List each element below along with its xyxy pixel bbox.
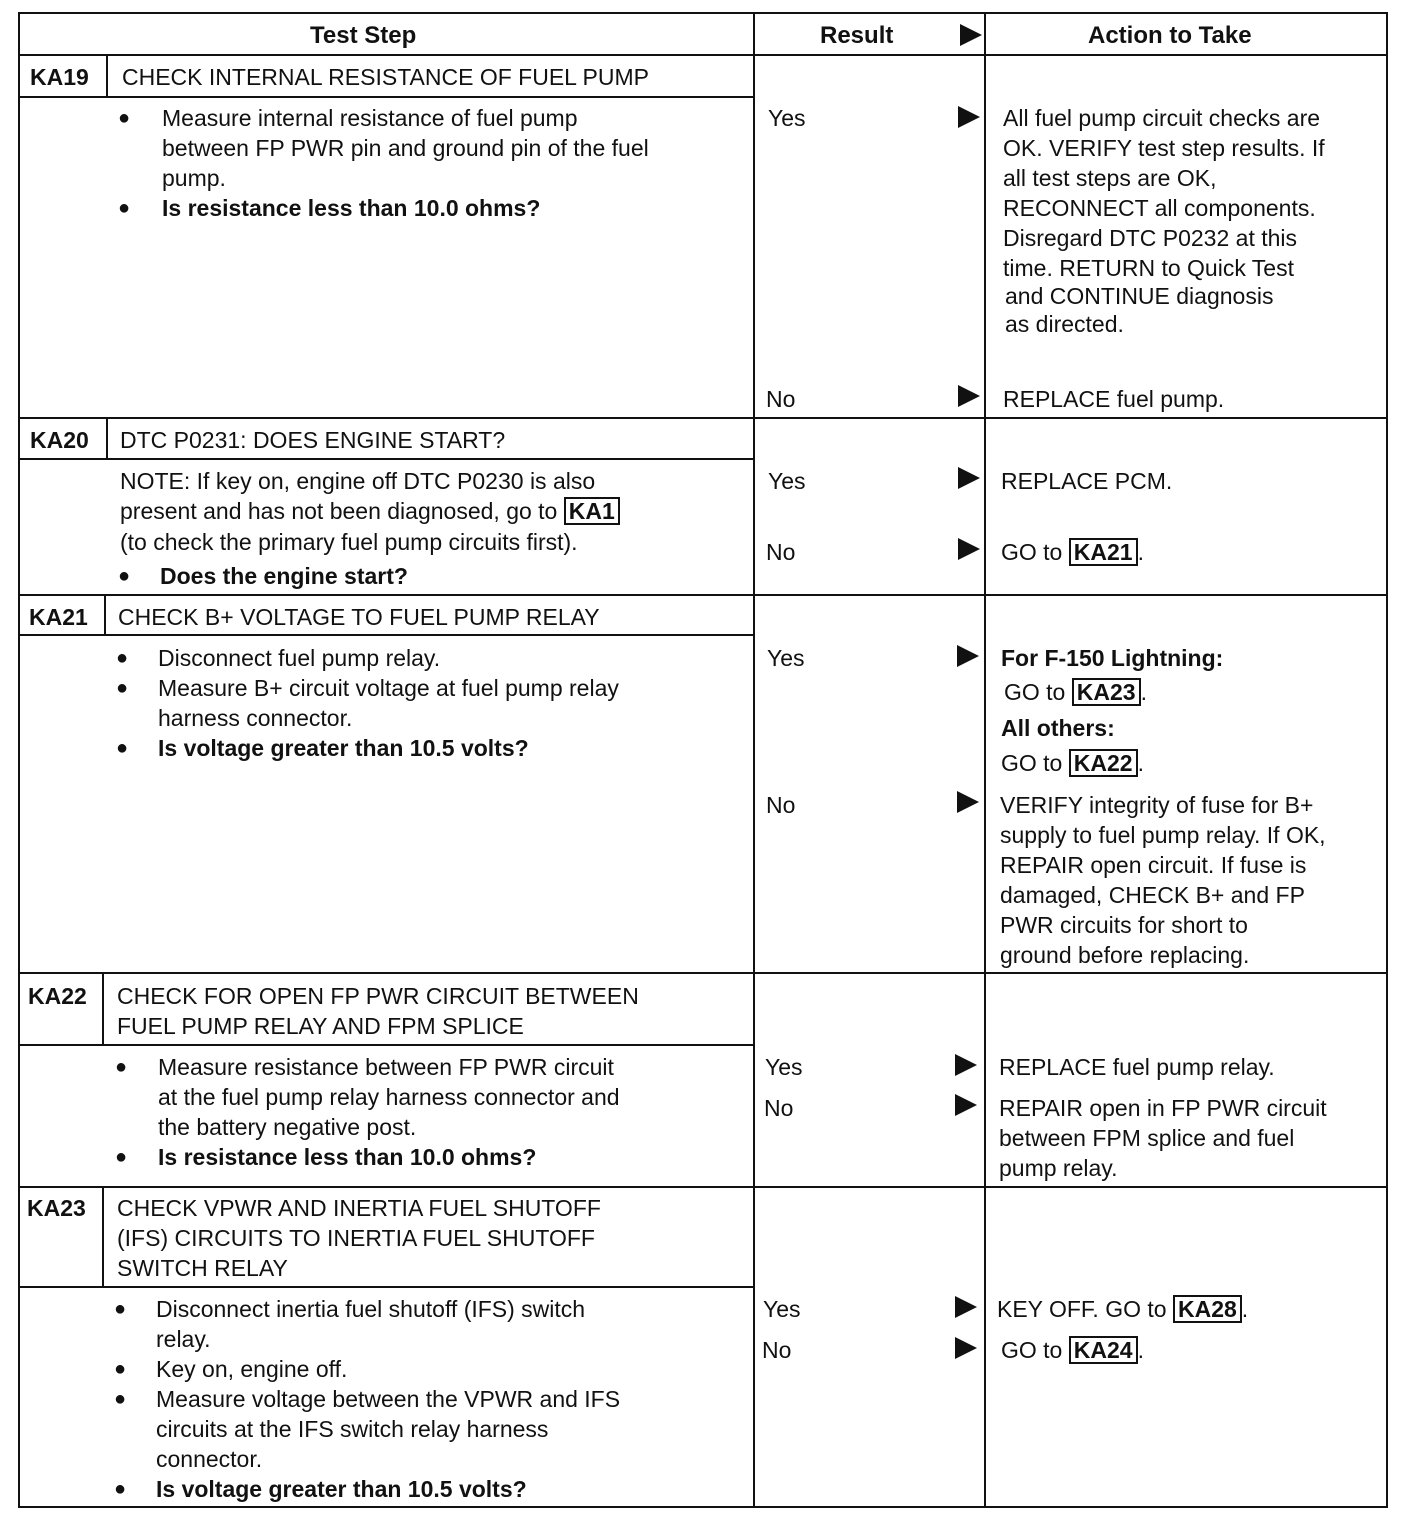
ka23-bullet-icon: ● [114,1388,127,1410]
ka23-yes-ref-link[interactable]: KA28 [1173,1295,1242,1323]
ka19-line: pump. [162,165,226,191]
ka23-no-arrow-icon [955,1337,977,1359]
ka19-id-divider [106,54,108,97]
ka19-question: Is resistance less than 10.0 ohms? [162,195,541,221]
ka20-no-arrow-icon [958,538,980,560]
ka20-yes-action: REPLACE PCM. [1001,468,1173,494]
ka20-yes-arrow-icon [958,467,980,489]
ka22-no-action: between FPM splice and fuel [999,1125,1295,1151]
ka22-title: FUEL PUMP RELAY AND FPM SPLICE [117,1013,524,1039]
ka19-yes: Yes [768,105,806,131]
ka21-no-action: supply to fuel pump relay. If OK, [1000,822,1326,848]
ka20-id: KA20 [30,427,89,453]
ka22-yes-arrow-icon [955,1054,977,1076]
ka22-id: KA22 [28,983,87,1009]
ka19-title: CHECK INTERNAL RESISTANCE OF FUEL PUMP [122,64,649,90]
ka20-bullet-icon: ● [118,565,131,587]
ka23-yes-action: KEY OFF. GO to KA28 . [997,1296,1249,1322]
ka21-title: CHECK B+ VOLTAGE TO FUEL PUMP RELAY [118,604,600,630]
ka22-id-divider [102,972,104,1045]
ka19-yes-action: as directed. [1005,311,1124,337]
ka22-yes-action: REPLACE fuel pump relay. [999,1054,1275,1080]
ka21-id-divider [104,594,106,635]
ka21-yes-arrow-icon [957,645,979,667]
ka23-line: Measure voltage between the VPWR and IFS [156,1386,621,1412]
ka19-title-divider [18,96,754,98]
ka19-no: No [766,386,796,412]
ka21-yes-goto: GO to KA23 . [1004,679,1147,705]
ka23-id-divider [102,1186,104,1287]
ka22-title-divider [18,1044,754,1046]
column-divider-result [753,12,755,1508]
ka21-line: Measure B+ circuit voltage at fuel pump relay [158,675,619,701]
ka21-no-action: ground before replacing. [1000,942,1250,968]
ka23-bullet-icon: ● [114,1358,127,1380]
ka21-yes-goto-text: GO to [1004,679,1066,705]
ka23-id: KA23 [27,1195,86,1221]
ka22-line: Measure resistance between FP PWR circuit [158,1054,614,1080]
header-arrow-icon [960,24,982,46]
ka21-bullet-icon: ● [116,647,129,669]
header-result: Result [820,22,894,49]
ka23-no: No [762,1337,792,1363]
row-divider-ka21 [18,594,1388,596]
ka23-no-action-text: GO to [1001,1337,1063,1363]
ka21-yes-ref-link[interactable]: KA23 [1072,678,1141,706]
ka23-title: SWITCH RELAY [117,1255,288,1281]
ka19-yes-arrow-icon [958,106,980,128]
ka21-line: harness connector. [158,705,353,731]
ka23-line: relay. [156,1326,211,1352]
ka23-bullet-icon: ● [114,1298,127,1320]
ka19-no-arrow-icon [958,385,980,407]
ka20-note-ref-link[interactable]: KA1 [564,497,620,525]
ka22-line: at the fuel pump relay harness connector and [158,1084,620,1110]
ka23-yes: Yes [763,1296,801,1322]
ka23-title-divider [18,1286,754,1288]
ka21-yes-ref-link[interactable]: KA22 [1069,749,1138,777]
ka19-line: between FP PWR pin and ground pin of the fuel [162,135,649,161]
ka21-yes: Yes [767,645,805,671]
ka22-no-action: pump relay. [999,1155,1118,1181]
ka22-no: No [764,1095,794,1121]
ka23-line: Disconnect inertia fuel shutoff (IFS) switch [156,1296,586,1322]
header-action: Action to Take [1088,22,1252,49]
ka19-yes-action: RECONNECT all components. [1003,195,1316,221]
ka23-no-action: GO to KA24 . [1001,1337,1144,1363]
ka23-bullet-icon: ● [114,1478,127,1500]
ka20-title-divider [18,458,754,460]
ka22-line: the battery negative post. [158,1114,417,1140]
ka21-no: No [766,792,796,818]
row-divider-ka20 [18,417,1388,419]
ka22-question: Is resistance less than 10.0 ohms? [158,1144,537,1170]
ka23-no-ref-link[interactable]: KA24 [1069,1336,1138,1364]
ka19-no-action: REPLACE fuel pump. [1003,386,1225,412]
ka23-yes-action-text: KEY OFF. GO to [997,1296,1167,1322]
ka21-no-action: VERIFY integrity of fuse for B+ [1000,792,1314,818]
ka23-line: connector. [156,1446,263,1472]
ka20-id-divider [106,417,108,459]
ka21-title-divider [18,634,754,636]
ka20-no: No [766,539,796,565]
ka23-title: (IFS) CIRCUITS TO INERTIA FUEL SHUTOFF [117,1225,595,1251]
ka19-yes-action: All fuel pump circuit checks are [1003,105,1321,131]
ka21-no-action: damaged, CHECK B+ and FP [1000,882,1305,908]
ka20-no-ref-link[interactable]: KA21 [1069,538,1138,566]
ka21-yes-goto-text: GO to [1001,750,1063,776]
ka19-yes-action: Disregard DTC P0232 at this [1003,225,1298,251]
ka21-question: Is voltage greater than 10.5 volts? [158,735,529,761]
ka21-no-action: PWR circuits for short to [1000,912,1248,938]
ka22-no-action: REPAIR open in FP PWR circuit [999,1095,1327,1121]
ka20-no-action: GO to KA21 . [1001,539,1144,565]
ka19-yes-action: OK. VERIFY test step results. If [1003,135,1325,161]
header-test-step: Test Step [310,22,417,49]
ka23-yes-arrow-icon [955,1296,977,1318]
ka20-note: NOTE: If key on, engine off DTC P0230 is also [120,468,596,494]
header-divider [18,54,1388,56]
ka22-bullet-icon: ● [115,1146,128,1168]
ka19-yes-action: time. RETURN to Quick Test [1003,255,1294,281]
ka20-note [120,496,620,526]
ka20-question: Does the engine start? [160,563,408,589]
ka23-question: Is voltage greater than 10.5 volts? [156,1476,527,1502]
ka21-no-action: REPAIR open circuit. If fuse is [1000,852,1307,878]
ka21-id: KA21 [29,604,88,630]
ka20-note-text: present and has not been diagnosed, go to [120,498,558,524]
ka19-id: KA19 [30,64,89,90]
ka22-no-arrow-icon [955,1094,977,1116]
ka20-title: DTC P0231: DOES ENGINE START? [120,427,506,453]
ka21-line: Disconnect fuel pump relay. [158,645,441,671]
row-divider-ka22 [18,972,1388,974]
ka22-bullet-icon: ● [115,1056,128,1078]
ka20-no-action-text: GO to [1001,539,1063,565]
ka19-yes-action: all test steps are OK, [1003,165,1217,191]
ka23-title: CHECK VPWR AND INERTIA FUEL SHUTOFF [117,1195,601,1221]
ka21-no-arrow-icon [957,791,979,813]
ka21-bullet-icon: ● [116,737,129,759]
ka21-yes-goto: GO to KA22 . [1001,750,1144,776]
row-divider-ka23 [18,1186,1388,1188]
ka21-yes-heading: For F-150 Lightning: [1001,645,1224,671]
ka23-line: circuits at the IFS switch relay harness [156,1416,549,1442]
ka21-yes-heading: All others: [1001,715,1115,741]
ka22-title: CHECK FOR OPEN FP PWR CIRCUIT BETWEEN [117,983,639,1009]
ka19-bullet-icon: ● [118,107,131,129]
ka21-bullet-icon: ● [116,677,129,699]
ka23-line: Key on, engine off. [156,1356,348,1382]
ka22-yes: Yes [765,1054,803,1080]
ka20-note: (to check the primary fuel pump circuits first). [120,529,578,555]
ka19-bullet-icon: ● [118,197,131,219]
column-divider-action [984,12,986,1508]
ka19-yes-action: and CONTINUE diagnosis [1005,283,1274,309]
ka19-line: Measure internal resistance of fuel pump [162,105,578,131]
ka20-yes: Yes [768,468,806,494]
